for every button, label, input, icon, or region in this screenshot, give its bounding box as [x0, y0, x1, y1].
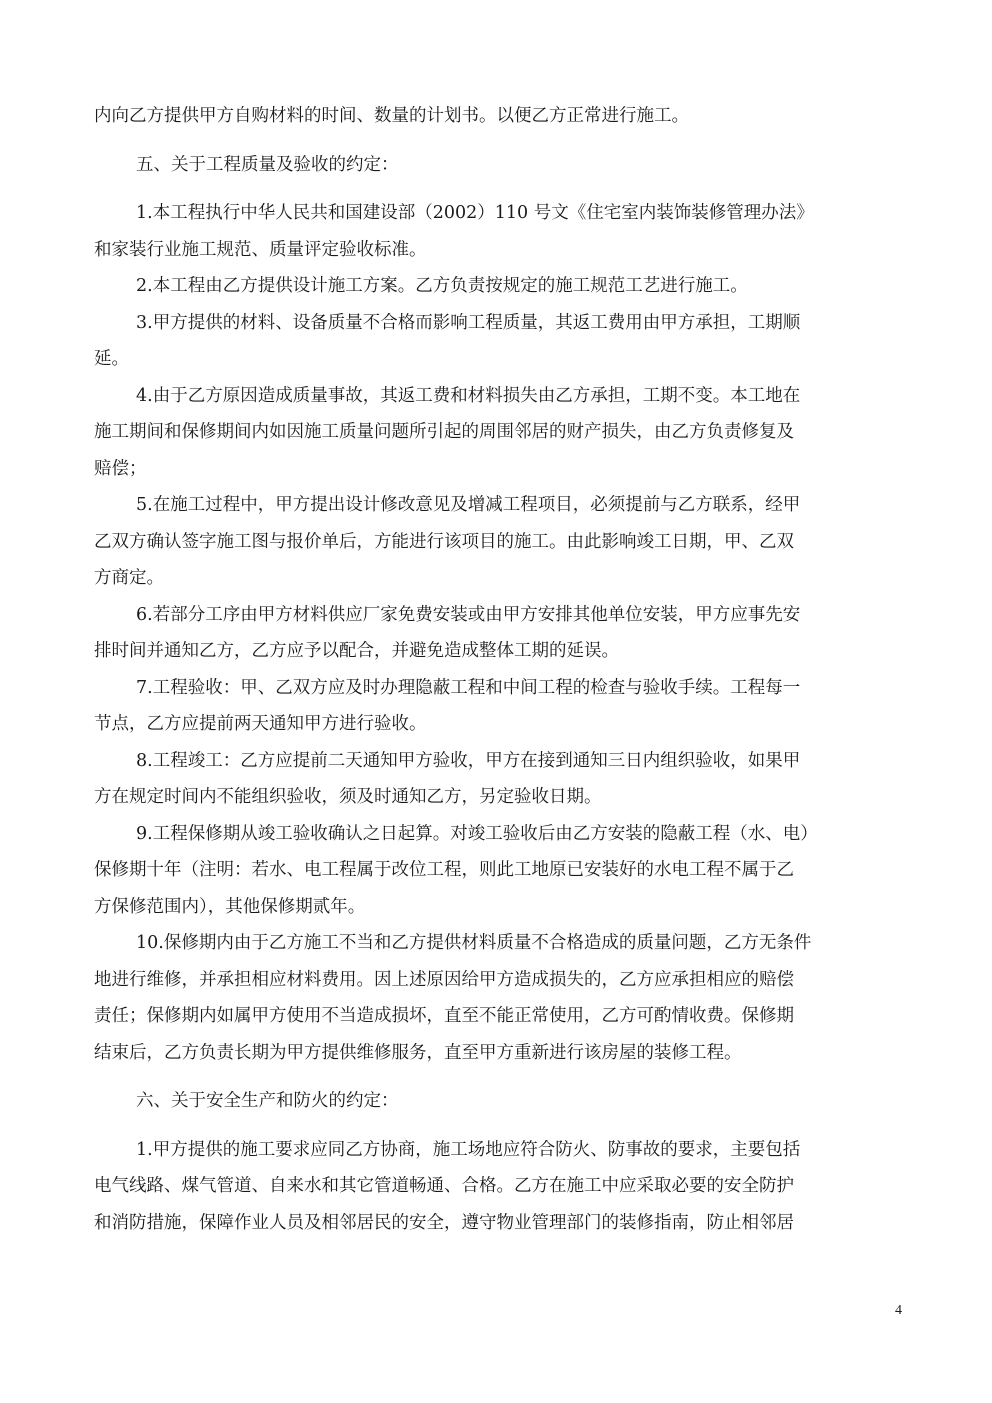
paragraph-line: 内向乙方提供甲方自购材料的时间、数量的计划书。以便乙方正常进行施工。	[94, 106, 689, 126]
clause-line: 赔偿；	[94, 458, 147, 479]
section-heading-five: 五、关于工程质量及验收的约定：	[136, 154, 399, 175]
clause-line: 方商定。	[94, 568, 164, 588]
section-heading-six: 六、关于安全生产和防火的约定：	[136, 1091, 399, 1111]
clause-line: 5.在施工过程中，甲方提出设计修改意见及增减工程项目，必须提前与乙方联系，经甲	[136, 495, 801, 515]
clause-line: 9.工程保修期从竣工验收确认之日起算。对竣工验收后由乙方安装的隐蔽工程（水、电）	[136, 823, 818, 844]
clause-line: 8.工程竣工：乙方应提前二天通知甲方验收，甲方在接到通知三日内组织验收，如果甲	[136, 750, 801, 771]
clause-line: 6.若部分工序由甲方材料供应厂家免费安装或由甲方安排其他单位安装，甲方应事先安	[136, 604, 801, 625]
clause-line: 1.本工程执行中华人民共和国建设部（2002）110 号文《住宅室内装饰装修管理办法》	[136, 203, 814, 223]
clause-line: 1.甲方提供的施工要求应同乙方协商，施工场地应符合防火、防事故的要求，主要包括	[136, 1139, 801, 1160]
clause-line: 责任；保修期内如属甲方使用不当造成损坏，直至不能正常使用，乙方可酌情收费。保修期	[94, 1006, 794, 1026]
clause-line: 电气线路、煤气管道、自来水和其它管道畅通、合格。乙方在施工中应采取必要的安全防护	[94, 1176, 794, 1196]
clause-line: 方保修范围内），其他保修期贰年。	[94, 896, 366, 917]
clause-line: 排时间并通知乙方，乙方应予以配合，并避免造成整体工期的延误。	[94, 641, 619, 661]
clause-line: 方在规定时间内不能组织验收，须及时通知乙方，另定验收日期。	[94, 787, 602, 807]
page-number: 4	[895, 1303, 902, 1318]
clause-line: 施工期间和保修期间内如因施工质量问题所引起的周围邻居的财产损失，由乙方负责修复及	[94, 422, 794, 442]
clause-line: 结束后，乙方负责长期为甲方提供维修服务，直至甲方重新进行该房屋的装修工程。	[94, 1042, 742, 1063]
clause-line: 2.本工程由乙方提供设计施工方案。乙方负责按规定的施工规范工艺进行施工。	[136, 276, 748, 296]
document-body	[94, 98, 906, 1241]
clause-line: 节点，乙方应提前两天通知甲方进行验收。	[94, 714, 427, 734]
clause-line: 延。	[94, 349, 129, 369]
clause-line: 3.甲方提供的材料、设备质量不合格而影响工程质量，其返工费用由甲方承担，工期顺	[136, 312, 801, 333]
clause-line: 和消防措施，保障作业人员及相邻居民的安全，遵守物业管理部门的装修指南，防止相邻居	[94, 1212, 794, 1233]
clause-line: 10.保修期内由于乙方施工不当和乙方提供材料质量不合格造成的质量问题，乙方无条件	[136, 933, 812, 953]
clause-line: 乙双方确认签字施工图与报价单后，方能进行该项目的施工。由此影响竣工日期，甲、乙双	[94, 531, 794, 552]
clause-line: 地进行维修，并承担相应材料费用。因上述原因给甲方造成损失的，乙方应承担相应的赔偿	[94, 969, 794, 990]
clause-line: 和家装行业施工规范、质量评定验收标准。	[94, 239, 427, 260]
clause-line: 保修期十年（注明：若水、电工程属于改位工程，则此工地原已安装好的水电工程不属于乙	[94, 860, 794, 880]
clause-line: 4.由于乙方原因造成质量事故，其返工费和材料损失由乙方承担，工期不变。本工地在	[136, 385, 801, 406]
clause-line: 7.工程验收：甲、乙双方应及时办理隐蔽工程和中间工程的检查与验收手续。工程每一	[136, 677, 801, 698]
